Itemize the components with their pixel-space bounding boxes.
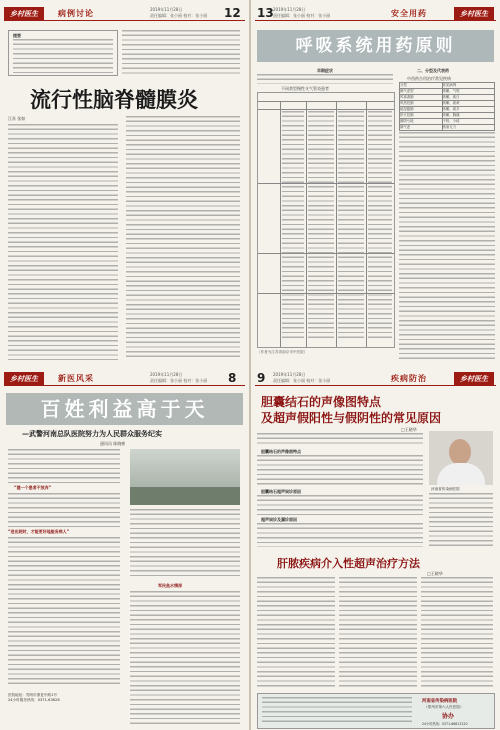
drug-table [399,82,495,131]
photo-caption: 河南省传染病医院 [431,487,460,491]
issue-date [273,7,330,19]
table-cell: 肝火犯肺 [400,113,443,119]
ad-name: 协办 [442,713,455,720]
section-title: 病例讨论 [58,9,94,18]
article-column-2 [126,116,240,360]
table-cell: 肺阴亏耗 [400,119,443,125]
section-title: 新医风采 [58,374,94,383]
table-cell: 干咳、少痰 [442,119,494,125]
ad-title: 河南省传染病医院 [422,699,458,704]
table-cell: 咳嗽、痰黄 [442,101,494,107]
table-cell: 咳嗽、痰多 [442,107,494,113]
table-col-rule [306,101,307,347]
doctor-photo [429,431,493,485]
byline: 江苏 张如 [8,116,26,121]
article1-text [257,455,423,487]
table-cell: 风热犯肺 [400,101,443,107]
article1-intro [257,433,423,447]
drug-table-body [400,83,495,131]
article1-byline: □王晓华 [401,427,417,432]
table-cell: 肺气虚型 [400,89,443,95]
page-header [251,4,500,26]
intro-text-lines [13,39,113,73]
ad-subtitle: （郑州市第六人民医院） [424,705,464,709]
photo-face [449,439,471,465]
article-column-2 [130,591,240,725]
masthead-logo: 乡村医生 [454,7,494,21]
page-8 [0,365,249,730]
table-cell: 咳而无力 [442,125,494,131]
table-col-rule [280,101,281,347]
header-rule [4,20,245,21]
article1-subhead: 胆囊结石超声误诊原因 [261,489,301,494]
header-rule [255,20,496,21]
table1-title: 早期症状 [317,68,333,73]
header-rule [4,385,245,386]
masthead-logo: 乡村医生 [4,7,44,21]
ad-text [262,697,412,725]
article-column-1 [8,124,118,360]
table-header-cell: 常见病例 [442,83,494,89]
section-title: 疾病防治 [391,374,427,383]
date-text: 2019年11月28日 [273,7,306,12]
page-number: 8 [228,371,237,385]
page-header [0,369,249,391]
byline: 通讯员 陈晓彬 [100,441,126,446]
table-cell-text [308,111,334,341]
title-banner: 呼吸系统用药原则 [257,30,494,62]
table-col-rule [366,101,367,347]
table-rule [258,109,394,110]
table1-intro [257,74,393,84]
table-cell-text [338,111,364,341]
table1-subtitle: 不同类型慢性支气管炎患者 [281,86,329,91]
pullquote: “进出院时，才能更好地服务病人” [8,529,70,534]
date-text: 2019年11月28日 [150,372,183,377]
article2-column-1 [257,577,335,689]
intro-box [8,30,118,76]
editor-text: 责任编辑：张小丽 校对：张小丽 [273,13,331,18]
section-title: 安全用药 [391,9,427,18]
body-text-block [122,30,240,74]
article1-text [257,523,423,547]
subheadline: —武警河南总队医院努力为人民群众服务纪实 [22,430,162,438]
article2-headline: 肝脓疾病介入性超声治疗方法 [277,557,420,570]
table-cell: 痰湿蕴肺 [400,107,443,113]
editor-text: 责任编辑：张小丽 校对：张小丽 [150,13,208,18]
date-text: 2019年11月28日 [273,372,306,377]
article2-column-2 [339,577,417,689]
header-rule [255,385,496,386]
table-cell: 肺气虚 [400,125,443,131]
pullquote: “建一个患者不放弃” [14,485,52,490]
page-13 [251,0,500,365]
table-cell: 咳嗽、痰白 [442,95,494,101]
article-column-1 [8,449,120,483]
photo-coat [437,463,485,485]
page-number: 13 [257,6,274,20]
article1-subhead: 胆囊结石的声像图特点 [261,449,301,454]
page-number: 12 [224,6,241,20]
ad-tel: 24小时热线：0371-66813120 [422,722,468,726]
doctor-bio [429,493,493,547]
masthead-logo: 乡村医生 [454,372,494,386]
pullquote: 军民鱼水情深 [158,583,182,588]
page-number: 9 [257,371,266,385]
table-cell: 风寒袭肺 [400,95,443,101]
table2-notes [399,132,495,360]
article1-headline-line1: 胆囊结石的声像图特点 [261,395,382,409]
article2-column-3 [421,577,493,689]
masthead-logo: 乡村医生 [4,372,44,386]
spread-pages-8-9 [0,365,500,730]
table-cell-text [368,111,392,341]
article2-byline: □王晓华 [427,571,443,576]
editor-text: 责任编辑：张小丽 校对：张小丽 [273,378,331,383]
article1-text [257,495,423,515]
symptom-table [257,92,395,348]
hospital-footer: 医院地址：郑州市康复中路1号 24小时服务热线：0371-63628 [8,693,60,702]
table-cell: 咳嗽、气短 [442,89,494,95]
page-9 [251,365,500,730]
intro-label: 提要 [13,33,21,38]
editor-text: 责任编辑：张小丽 校对：张小丽 [150,378,208,383]
article-column-1 [8,537,120,687]
table-rule [258,101,394,102]
article1-headline-line2: 及超声假阳性与假阴性的常见原因 [261,411,442,425]
table-header-cell: 分型 [400,83,443,89]
footer-note: （作者为江苏省南京市中医院） [257,350,308,354]
page-header [0,4,249,26]
table-cell-text [282,111,304,341]
hospital-photo [130,449,240,505]
table2-title: 二、分型及代表药 [417,68,449,73]
table-col-rule [336,101,337,347]
article1-subhead: 超声误诊及漏诊原因 [261,517,297,522]
issue-date [150,372,207,384]
article-column-2 [130,509,240,579]
article-column-1 [8,493,120,527]
issue-date [150,7,207,19]
hospital-ad [257,693,495,729]
table-cell: 咳嗽、胸痛 [442,113,494,119]
page-12 [0,0,249,365]
table-row [400,125,495,131]
photo-ground [130,487,240,505]
issue-date [273,372,330,384]
table2-subtitle: 中西药合用治疗常见疾病 [407,76,451,81]
page-header [251,369,500,391]
date-text: 2019年11月28日 [150,7,183,12]
headline: 流行性脑脊髓膜炎 [30,87,198,112]
title-banner: 百姓利益高于天 [6,393,243,425]
